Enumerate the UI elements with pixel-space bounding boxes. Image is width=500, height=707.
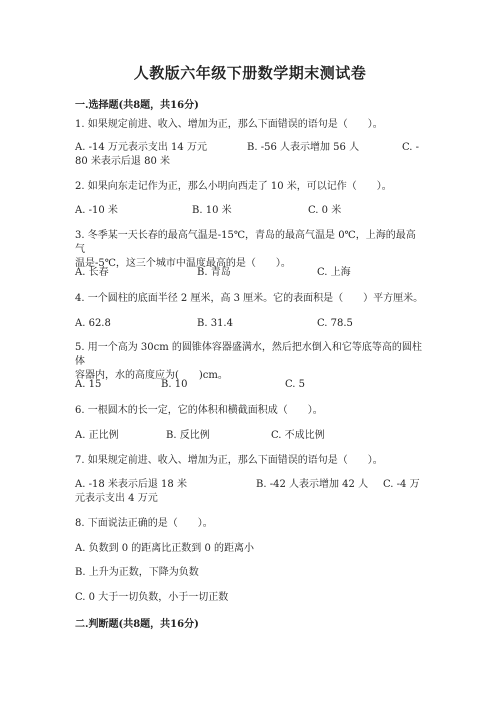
question-1-options bbox=[75, 141, 425, 169]
question-4-option-c: C. 78.5 bbox=[317, 318, 353, 329]
question-7-options bbox=[75, 478, 425, 506]
section-heading-true-false: 二.判断题(共8题，共16分) bbox=[75, 619, 199, 630]
question-7-stem: 7. 如果规定前进、收入、增加为正，那么下面错误的语句是（ ）。 bbox=[75, 455, 383, 466]
section-heading-choice: 一.选择题(共8题，共16分) bbox=[75, 100, 199, 111]
question-1-option-c: C. - bbox=[402, 142, 420, 153]
question-7-option-c-cont: 元表示支出 4 万元 bbox=[75, 493, 158, 504]
question-5-option-a: A. 15 bbox=[75, 379, 102, 390]
question-7-option-c: C. -4 万 bbox=[383, 479, 420, 490]
question-2-stem: 2. 如果向东走记作为正，那么小明向西走了 10 米，可以记作（ ）。 bbox=[75, 181, 392, 192]
question-2-option-b: B. 10 米 bbox=[192, 205, 232, 216]
question-5-stem-line-1: 5. 用一个高为 30cm 的圆锥体容器盛满水，然后把水倒入和它等底等高的圆柱体 bbox=[75, 342, 422, 367]
question-3-option-c: C. 上海 bbox=[317, 267, 351, 278]
question-4-option-b: B. 31.4 bbox=[197, 318, 233, 329]
question-1-stem: 1. 如果规定前进、收入、增加为正，那么下面错误的语句是（ ）。 bbox=[75, 119, 383, 130]
question-7-option-a: A. -18 米表示后退 18 米 bbox=[75, 479, 187, 490]
question-8-stem: 8. 下面说法正确的是（ ）。 bbox=[75, 518, 213, 529]
question-2-option-c: C. 0 米 bbox=[308, 205, 342, 216]
question-3-stem-line-2: 温是-5℃，这三个城市中温度最高的是（ ）。 bbox=[75, 258, 291, 269]
question-6-option-c: C. 不成比例 bbox=[271, 430, 325, 441]
question-3-option-a: A. 长春 bbox=[75, 267, 109, 278]
page-title: 人教版六年级下册数学期末测试卷 bbox=[133, 64, 367, 82]
question-6-option-a: A. 正比例 bbox=[75, 430, 119, 441]
question-8-option-a: A. 负数到 0 的距离比正数到 0 的距离小 bbox=[75, 543, 255, 554]
question-1-option-c-cont: 80 米表示后退 80 米 bbox=[75, 156, 170, 167]
question-5-options bbox=[75, 378, 425, 391]
question-4-stem: 4. 一个圆柱的底面半径 2 厘米，高 3 厘米。它的表面积是（ ）平方厘米。 bbox=[75, 293, 424, 304]
question-8-option-c: C. 0 大于一切负数，小于一切正数 bbox=[75, 592, 229, 603]
question-3-option-b: B. 青岛 bbox=[197, 267, 231, 278]
question-8-option-b: B. 上升为正数，下降为负数 bbox=[75, 567, 199, 578]
question-3-stem bbox=[75, 229, 425, 271]
question-5-option-b: B. 10 bbox=[161, 379, 188, 390]
question-3-stem-line-1: 3. 冬季某一天长春的最高气温是-15℃，青岛的最高气温是 0℃，上海的最高气 bbox=[75, 230, 416, 255]
question-7-option-b: B. -42 人表示增加 42 人 bbox=[256, 479, 369, 490]
question-1-option-a: A. -14 万元表示支出 14 万元 bbox=[75, 142, 207, 153]
question-2-option-a: A. -10 米 bbox=[75, 205, 118, 216]
question-6-stem: 6. 一根圆木的长一定，它的体积和横截面积成（ ）。 bbox=[75, 405, 323, 416]
question-2-options bbox=[75, 204, 425, 217]
question-6-option-b: B. 反比例 bbox=[166, 430, 210, 441]
question-5-option-c: C. 5 bbox=[285, 379, 306, 390]
question-4-option-a: A. 62.8 bbox=[75, 318, 111, 329]
question-6-options bbox=[75, 429, 425, 442]
question-1-option-b: B. -56 人表示增加 56 人 bbox=[247, 142, 360, 153]
question-3-options bbox=[75, 266, 425, 279]
question-5-stem bbox=[75, 341, 425, 383]
question-4-options bbox=[75, 317, 425, 330]
question-5-stem-line-2: 容器内，水的高度应为( )cm。 bbox=[75, 370, 228, 381]
